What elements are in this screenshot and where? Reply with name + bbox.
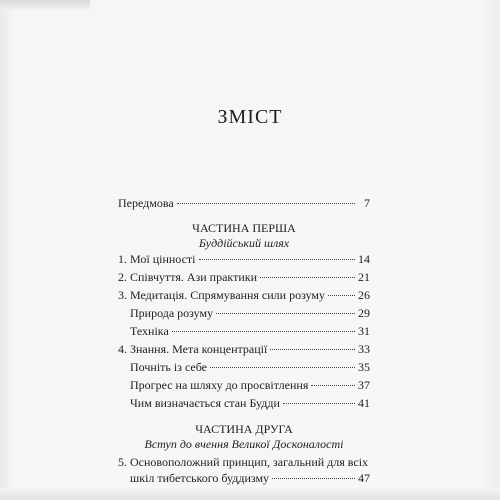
part-two-heading: ЧАСТИНА ДРУГА xyxy=(195,422,293,436)
page-edge-shadow xyxy=(0,0,90,10)
toc-page-number: 21 xyxy=(358,270,370,284)
toc-entry xyxy=(118,252,370,266)
dot-leader xyxy=(311,385,355,386)
part-one-subtitle: Буддійський шлях xyxy=(198,236,290,250)
toc-page-number: 26 xyxy=(358,288,370,302)
toc-entry xyxy=(118,342,370,356)
toc-page-number: 31 xyxy=(358,324,370,338)
toc-entry-label: 2. Співчуття. Ази практики xyxy=(118,270,258,284)
toc-entry-label: Передмова xyxy=(118,196,174,210)
dot-leader xyxy=(283,403,355,404)
toc-entry-label: Прогрес на шляху до просвітлення xyxy=(130,378,309,392)
toc-entry-label-line1: 5. Основоположний принцип, загальний для всіх xyxy=(118,455,369,469)
toc-subentry xyxy=(130,378,370,392)
dot-leader xyxy=(260,277,355,278)
dot-leader xyxy=(199,259,355,260)
toc-entry-label: шкіл тибетського буддизму xyxy=(130,471,270,485)
toc-entry xyxy=(130,471,370,485)
page-title: ЗМІСТ xyxy=(217,106,283,128)
toc-page-number: 41 xyxy=(358,396,370,410)
toc-entry-label: Природа розуму xyxy=(130,306,214,320)
part-two-subtitle: Вступ до вчення Великої Досконалості xyxy=(144,437,344,451)
toc-page-number: 14 xyxy=(358,252,370,266)
dot-leader xyxy=(172,331,355,332)
toc-page-number: 29 xyxy=(358,306,370,320)
toc-entry-label: 3. Медитація. Спрямування сили розуму xyxy=(118,288,326,302)
dot-leader xyxy=(210,367,355,368)
toc-subentry xyxy=(130,306,370,320)
page-bottom-edge xyxy=(0,488,500,500)
toc-entry-preface xyxy=(118,196,370,210)
dot-leader xyxy=(216,313,355,314)
toc-entry xyxy=(118,288,370,302)
toc-subentry xyxy=(130,324,370,338)
dot-leader xyxy=(270,349,355,350)
toc-page-number: 33 xyxy=(358,342,370,356)
toc-subentry xyxy=(130,360,370,374)
toc-page-number: 7 xyxy=(364,196,370,210)
toc-page-number: 37 xyxy=(358,378,370,392)
dot-leader xyxy=(177,203,355,204)
toc-entry xyxy=(118,270,370,284)
toc-entry-label: 1. Мої цінності xyxy=(118,252,196,266)
toc-entry-label: 4. Знання. Мета концентрації xyxy=(118,342,268,356)
toc-entry-label: Почніть із себе xyxy=(130,360,208,374)
toc-entry-label: Чим визначається стан Будди xyxy=(130,396,280,410)
dot-leader xyxy=(272,478,355,479)
part-one-heading: ЧАСТИНА ПЕРША xyxy=(192,221,296,235)
toc-page-number: 35 xyxy=(358,360,370,374)
toc-entry-label: Техніка xyxy=(130,324,169,338)
toc-subentry xyxy=(130,396,370,410)
dot-leader xyxy=(328,295,355,296)
toc-page-number: 47 xyxy=(358,471,370,485)
